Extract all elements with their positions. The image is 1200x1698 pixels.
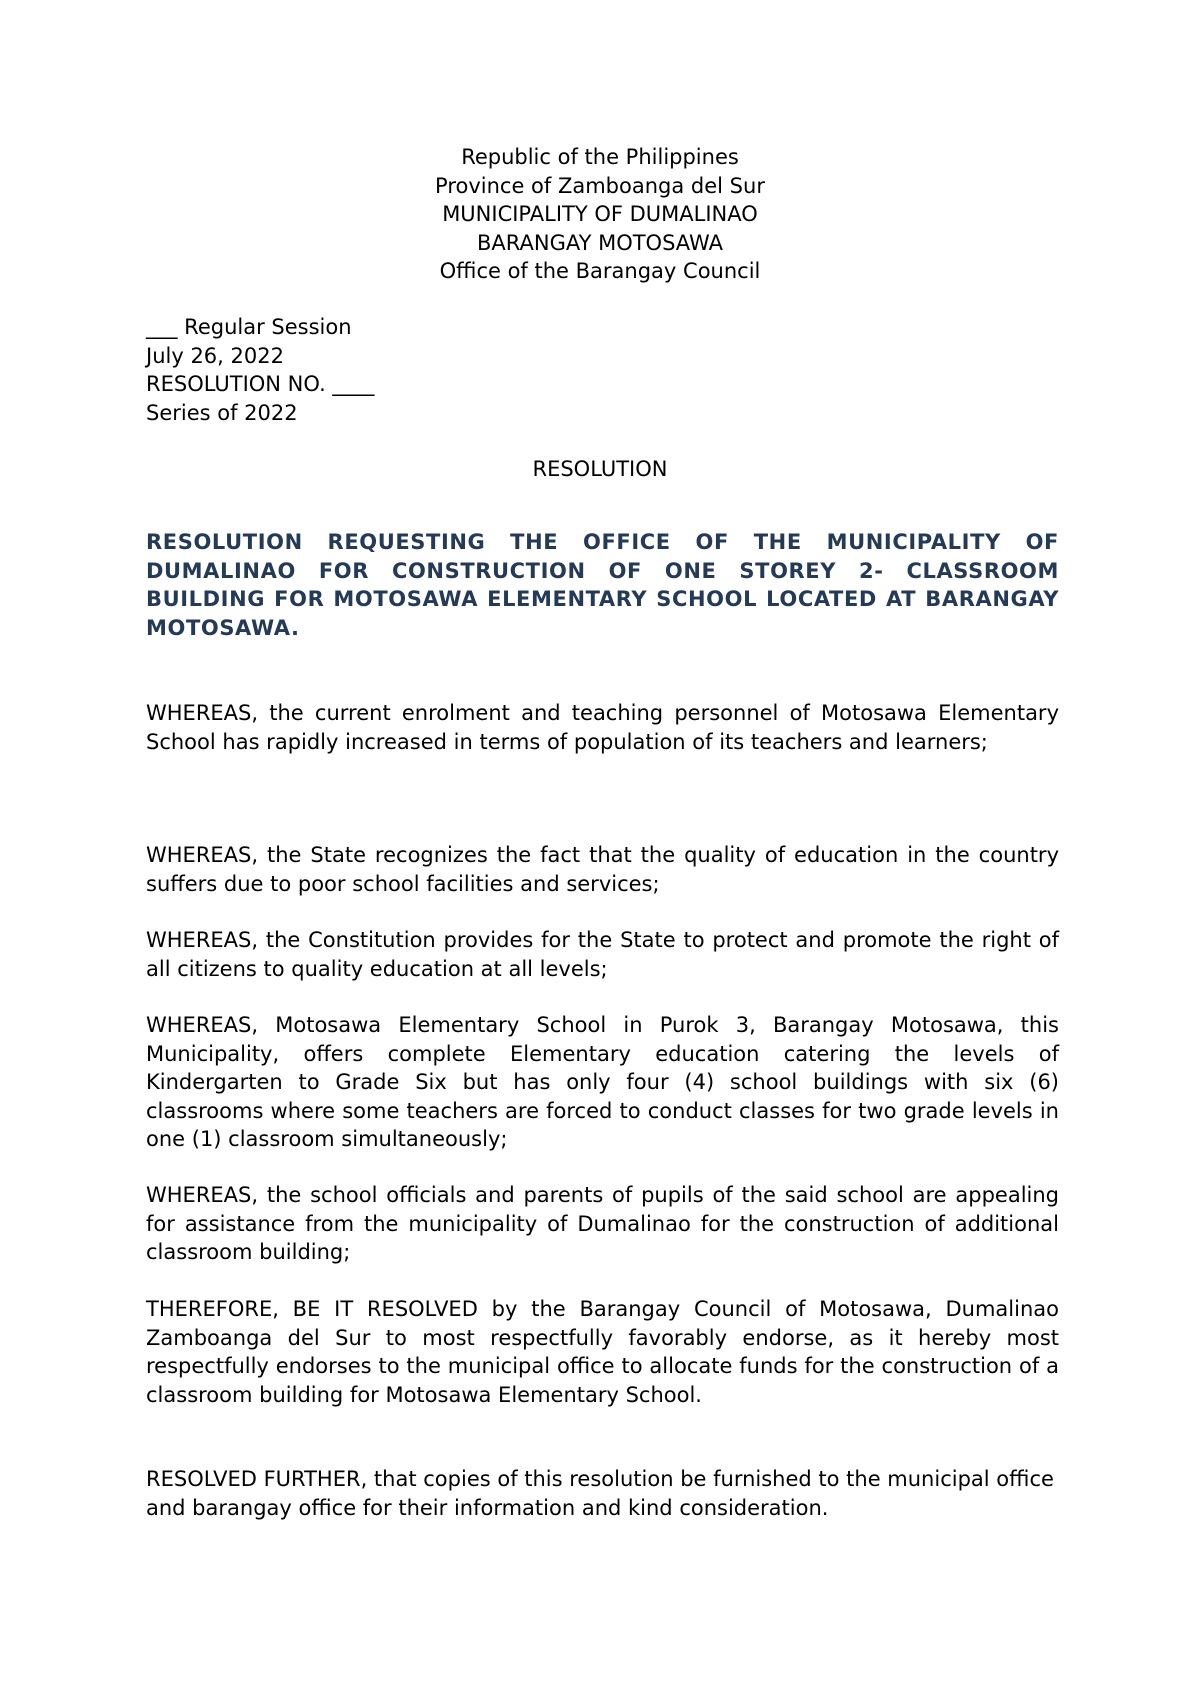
letterhead <box>0 143 1200 286</box>
header-province: Province of Zamboanga del Sur <box>435 173 765 198</box>
session-info <box>146 313 374 427</box>
header-republic: Republic of the Philippines <box>461 145 739 169</box>
resolution-series: Series of 2022 <box>146 400 298 425</box>
whereas-paragraph-5: WHEREAS, the school officials and parents of pupils of the said school are appealing for assistance from the municipality of Dumalinao for the construction of additional classroom building; <box>146 1183 1059 1264</box>
resolution-title: RESOLUTION REQUESTING THE OFFICE OF THE MUNICIPALITY OF DUMALINAO FOR CONSTRUCTION OF ONE STOREY 2- CLASSROOM BUILDING FOR MOTOSAWA ELEMENTARY SCHOOL LOCATED AT BARANGAY MOTOSAWA. <box>146 530 1059 640</box>
resolved-further-paragraph: RESOLVED FURTHER, that copies of this resolution be furnished to the municipal office and barangay office for their information and kind consideration. <box>146 1467 1054 1520</box>
header-barangay: BARANGAY MOTOSAWA <box>476 230 724 255</box>
session-date: July 26, 2022 <box>146 343 284 368</box>
whereas-paragraph-4: WHEREAS, Motosawa Elementary School in Purok 3, Barangay Motosawa, this Municipality, offers complete Elementary education catering the levels of Kindergarten to Grade Six but has only four (4) school buildings with six (6) classrooms where some teachers are forced to conduct classes for two grade levels in one (1) classroom simultaneously; <box>146 1013 1059 1151</box>
resolution-number: RESOLUTION NO. ____ <box>146 372 375 396</box>
header-municipality: MUNICIPALITY OF DUMALINAO <box>442 202 758 226</box>
resolved-paragraph: THEREFORE, BE IT RESOLVED by the Barangay Council of Motosawa, Dumalinao Zamboanga del Sur to most respectfully favorably endorse, as it hereby most respectfully endorses to the municipal office to allocate funds for the construction of a classroom building for Motosawa Elementary School. <box>146 1297 1059 1407</box>
header-office: Office of the Barangay Council <box>439 259 761 283</box>
whereas-paragraph-3: WHEREAS, the Constitution provides for the State to protect and promote the right of all citizens to quality education at all levels; <box>146 928 1059 981</box>
session-type: ___ Regular Session <box>146 315 352 339</box>
resolution-heading: RESOLUTION <box>532 457 668 481</box>
whereas-paragraph-2: WHEREAS, the State recognizes the fact that the quality of education in the country suffers due to poor school facilities and services; <box>146 843 1059 896</box>
whereas-paragraph-1: WHEREAS, the current enrolment and teaching personnel of Motosawa Elementary School has rapidly increased in terms of population of its teachers and learners; <box>146 701 1059 754</box>
